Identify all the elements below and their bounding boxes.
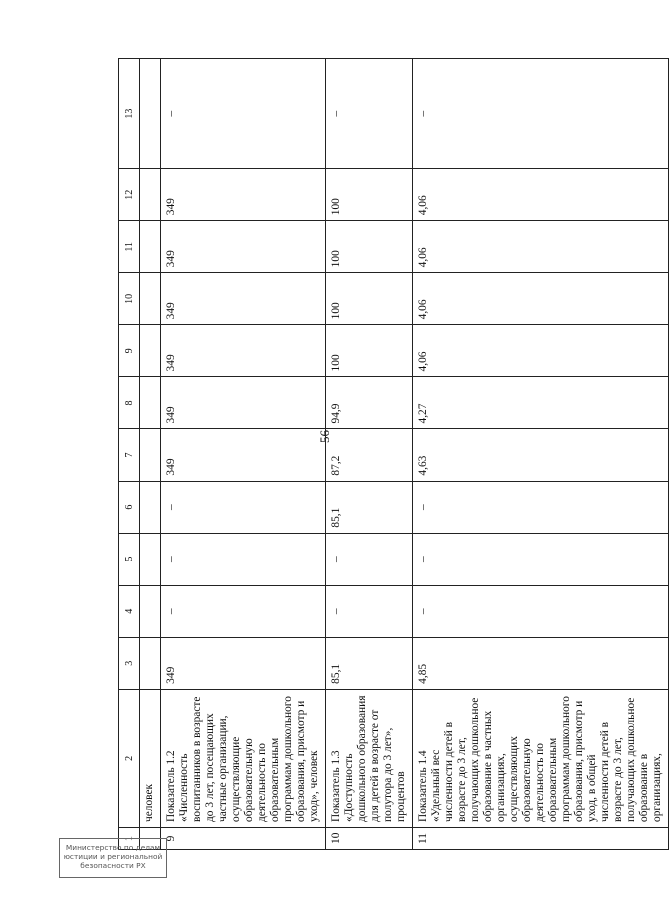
value-cell: 4,06 [413, 221, 669, 273]
indicator-name: Показатель 1.3 «Доступность дошкольного образования для детей в возрасте от полутора до 3 лет», процентов [326, 689, 413, 827]
header-cell: 4 [119, 585, 140, 637]
header-cell: 13 [119, 59, 140, 169]
table-row [161, 59, 326, 850]
unit-cell [140, 59, 161, 169]
value-cell: 4,06 [413, 325, 669, 377]
row-number: 11 [413, 827, 669, 849]
rotated-table-container [118, 58, 663, 850]
value-cell: 349 [161, 273, 326, 325]
indicator-name: Показатель 1.4 «Удельный вес численности детей в возрасте до 3 лет, получающих дошкольное образование в частных организациях, осуществляющих образовательную деятельность по образовательным программам дошкольного образования, присмотр и уход, в общей численности детей в возрасте до 3 лет, получающих дошкольное образование в организациях, [413, 689, 669, 827]
header-row [119, 59, 140, 850]
stamp-line-2: юстиции и региональной [63, 852, 163, 861]
value-cell: 4,06 [413, 273, 669, 325]
value-cell: 94,9 [326, 377, 413, 429]
value-cell: – [326, 59, 413, 169]
unit-cell [140, 273, 161, 325]
value-cell: 4,63 [413, 429, 669, 481]
unit-cell [140, 481, 161, 533]
value-cell: – [413, 585, 669, 637]
page-number: 56 [317, 430, 332, 443]
value-cell: – [161, 481, 326, 533]
value-cell: 85,1 [326, 637, 413, 689]
unit-cell: человек [140, 689, 161, 827]
unit-cell [140, 637, 161, 689]
unit-cell [140, 585, 161, 637]
value-cell: 85,1 [326, 481, 413, 533]
header-cell: 6 [119, 481, 140, 533]
row-number: 9 [161, 827, 326, 849]
value-cell: 87,2 [326, 429, 413, 481]
header-cell: 11 [119, 221, 140, 273]
value-cell: 349 [161, 221, 326, 273]
header-cell: 9 [119, 325, 140, 377]
indicator-name: Показатель 1.2 «Численность воспитанников в возрасте до 3 лет, посещающих частные организации, осуществляющие образовательную деятельность по образовательным программам дошкольного образования, присмотр и уход», человек [161, 689, 326, 827]
registration-stamp [59, 838, 167, 878]
header-cell: 10 [119, 273, 140, 325]
header-cell: 1 [119, 827, 140, 849]
header-cell: 7 [119, 429, 140, 481]
value-cell: 349 [161, 377, 326, 429]
header-cell: 8 [119, 377, 140, 429]
value-cell: 4,85 [413, 637, 669, 689]
unit-cell [140, 325, 161, 377]
value-cell: 100 [326, 169, 413, 221]
row-number: 10 [326, 827, 413, 849]
value-cell: – [326, 585, 413, 637]
value-cell: 349 [161, 637, 326, 689]
unit-cell [140, 533, 161, 585]
value-cell: – [161, 59, 326, 169]
value-cell: 100 [326, 273, 413, 325]
value-cell: – [413, 59, 669, 169]
unit-cell [140, 221, 161, 273]
header-cell: 3 [119, 637, 140, 689]
table-row [326, 59, 413, 850]
stamp-line-3: безопасности РХ [80, 861, 146, 870]
indicator-table [118, 58, 669, 850]
value-cell: 349 [161, 169, 326, 221]
value-cell: 100 [326, 325, 413, 377]
unit-cell [140, 429, 161, 481]
header-cell: 5 [119, 533, 140, 585]
stamp-line-1: Министерство по делам [65, 843, 161, 852]
header-cell: 12 [119, 169, 140, 221]
value-cell: 349 [161, 429, 326, 481]
unit-row [140, 59, 161, 850]
unit-cell [140, 169, 161, 221]
table-row [413, 59, 669, 850]
value-cell: – [326, 533, 413, 585]
value-cell: – [161, 585, 326, 637]
value-cell: – [413, 481, 669, 533]
unit-cell [140, 377, 161, 429]
value-cell: 100 [326, 221, 413, 273]
value-cell: 349 [161, 325, 326, 377]
value-cell: – [413, 533, 669, 585]
value-cell: 4,27 [413, 377, 669, 429]
value-cell: – [161, 533, 326, 585]
value-cell: 4,06 [413, 169, 669, 221]
header-cell: 2 [119, 689, 140, 827]
